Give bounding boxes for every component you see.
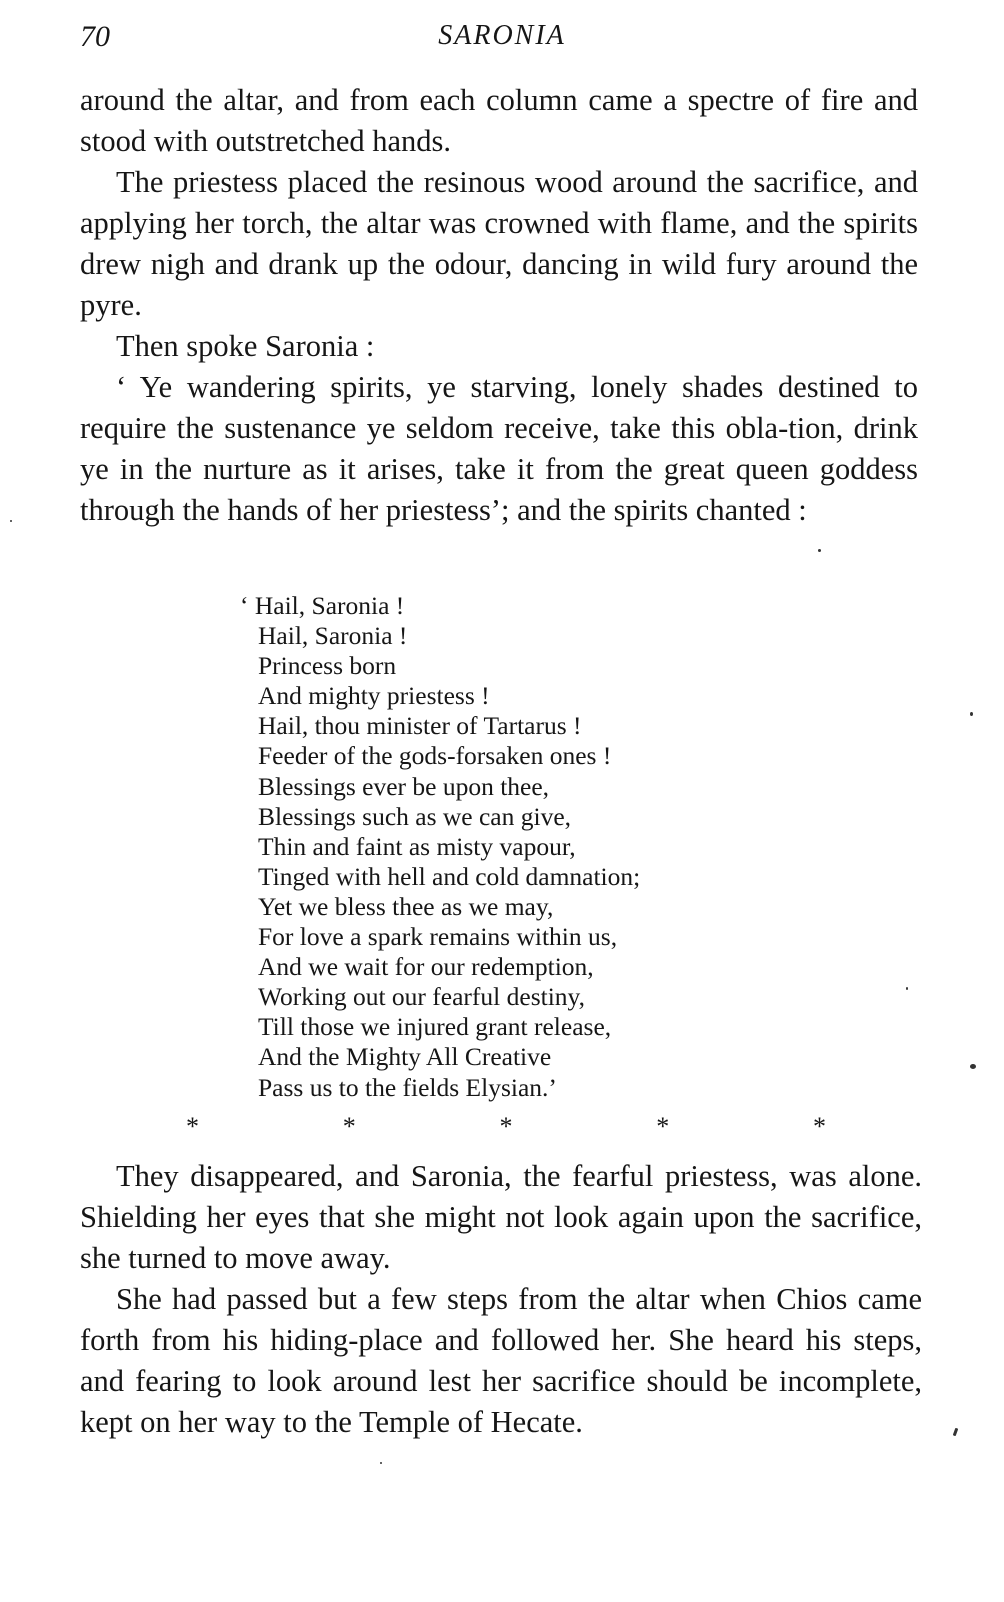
page-number: 70	[80, 20, 110, 53]
poem-line: Blessings such as we can give,	[258, 801, 572, 831]
poem-line: Till those we injured grant release,	[258, 1012, 612, 1042]
asterisk: *	[342, 1112, 356, 1141]
section-break	[186, 1112, 826, 1142]
running-title: SARONIA	[438, 20, 566, 51]
paragraph: She had passed but a few steps from the altar when Chios came forth from his hiding-place and followed her. She heard his steps, and fearing to look around lest her sacrifice should be incomplete, kept on her way to the Temple of Hecate.	[80, 1282, 922, 1439]
poem-line: Pass us to the fields Elysian.’	[258, 1072, 557, 1102]
poem-line: Hail, Saronia !	[258, 621, 408, 651]
paragraph: ‘ Ye wandering spirits, ye starving, lonely shades destined to require the sustenance ye seldom receive, take this obla-tion, drink ye in the nurture as it arises, take it from the great queen goddess through the hands of her priestess’; and the spirits chanted :	[80, 370, 918, 527]
poem-line: Working out our fearful destiny,	[258, 982, 586, 1012]
scan-speck	[906, 987, 908, 990]
scan-speck	[970, 1064, 976, 1069]
poem-line: Tinged with hell and cold damnation;	[258, 861, 641, 891]
poem-line: ‘ Hail, Saronia !	[240, 591, 405, 620]
poem-line: And we wait for our redemption,	[258, 952, 594, 982]
scan-speck	[10, 520, 12, 522]
poem-line: Yet we bless thee as we may,	[258, 891, 554, 921]
asterisk: *	[813, 1112, 826, 1141]
paragraph: They disappeared, and Saronia, the fearful priestess, was alone. Shielding her eyes that she might not look again upon the sacrifice, she turned to move away.	[80, 1159, 922, 1275]
poem-line: For love a spark remains within us,	[258, 922, 618, 952]
paragraph: around the altar, and from each column came a spectre of fire and stood with outstretched hands.	[80, 83, 918, 158]
lower-text	[80, 1156, 922, 1443]
poem-line: And the Mighty All Creative	[258, 1042, 552, 1072]
upper-text	[80, 80, 918, 531]
paragraph: The priestess placed the resinous wood around the sacrifice, and applying her torch, the altar was crowned with flame, and the spirits drew nigh and drank up the odour, dancing in wild fury around the pyre.	[80, 165, 918, 322]
poem-line: Hail, thou minister of Tartarus !	[258, 711, 582, 741]
poem-line: Blessings ever be upon thee,	[258, 771, 550, 801]
scan-speck	[818, 549, 821, 552]
paragraph: Then spoke Saronia :	[116, 329, 375, 363]
scan-speck	[380, 1462, 382, 1464]
asterisk: *	[656, 1112, 670, 1141]
poem-line: Princess born	[258, 651, 397, 681]
chant-poem	[240, 591, 800, 1103]
asterisk: *	[499, 1112, 513, 1141]
scan-speck	[953, 1428, 959, 1437]
asterisk: *	[186, 1112, 199, 1141]
poem-line: Feeder of the gods-forsaken ones !	[258, 741, 612, 771]
poem-line: And mighty priestess !	[258, 681, 490, 711]
scan-speck	[970, 712, 973, 716]
poem-line: Thin and faint as misty vapour,	[258, 831, 576, 861]
